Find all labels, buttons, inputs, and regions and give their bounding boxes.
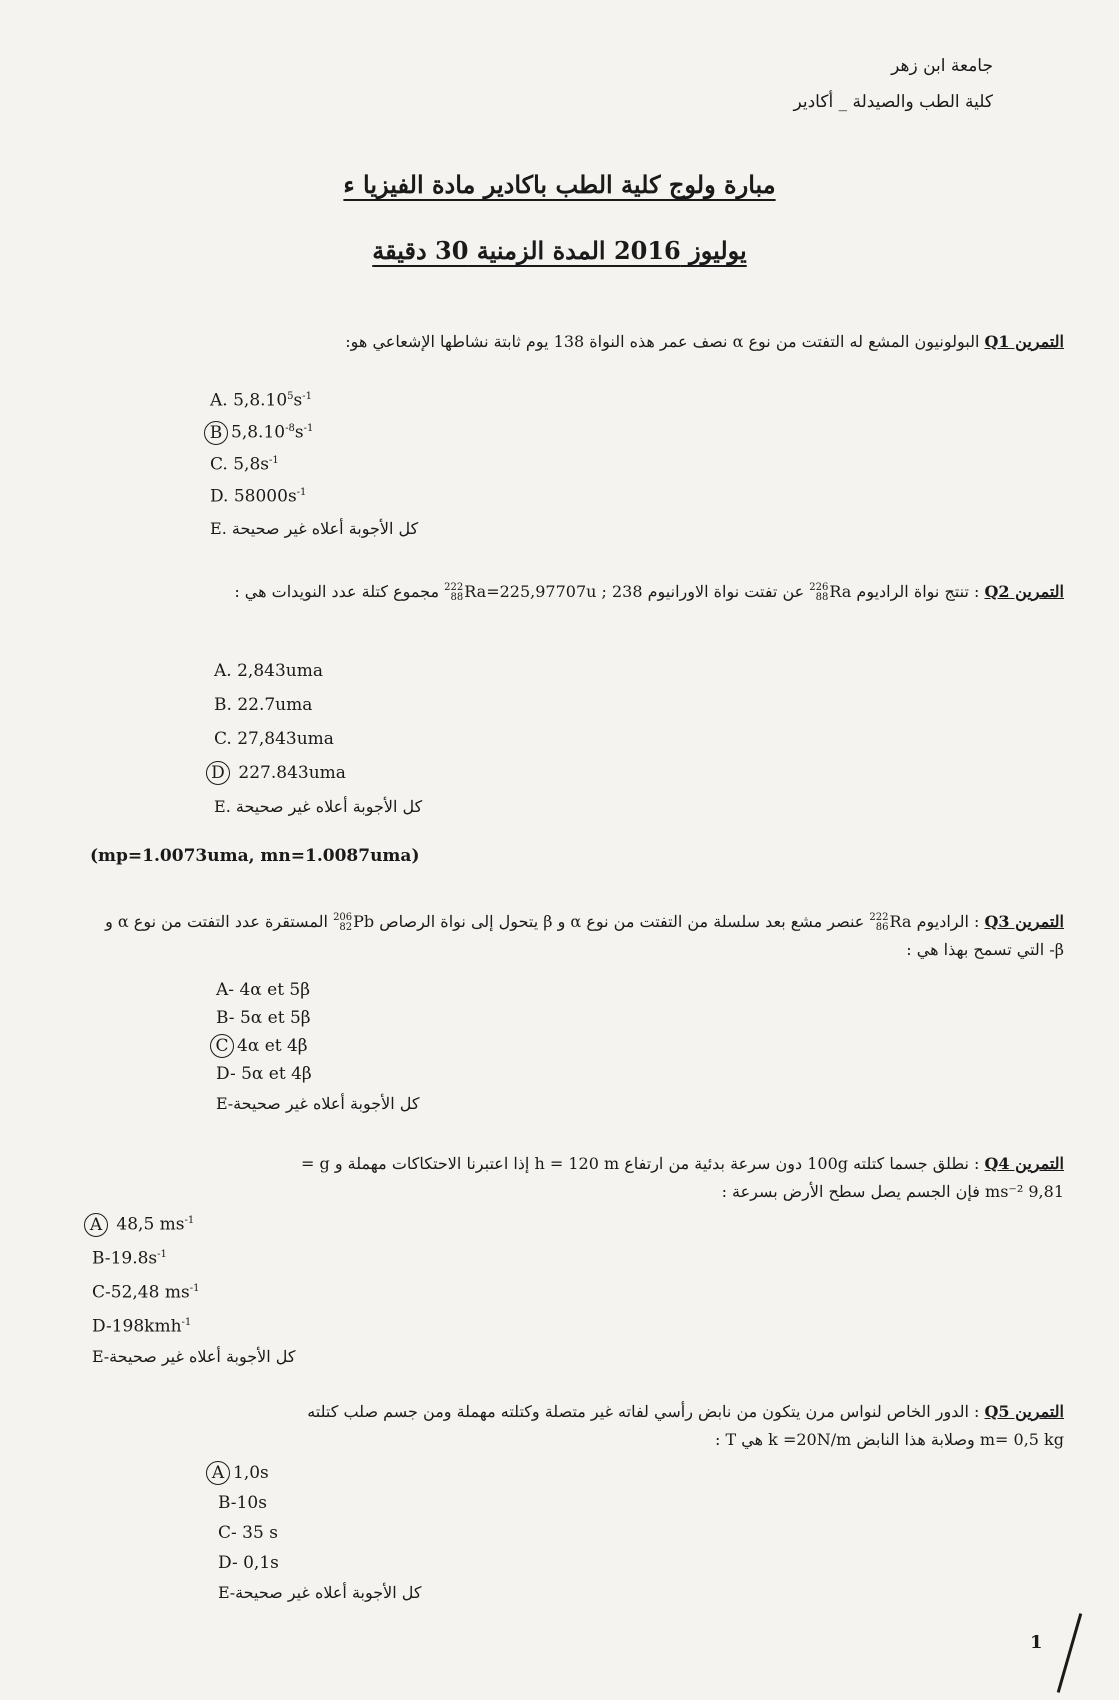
q3-option-d: D- 5α et 4β xyxy=(216,1064,312,1084)
q5-statement: التمرين Q5 : الدور الخاص لنواس مرن يتكون من نابض رأسي لفاته غير متصلة وكتلته مهملة ومن جسم صلب كتلته m= 0,5 kg وصلابة هذا النابض k =20N/m هي T : xyxy=(307,1402,1064,1449)
q5-option-b: B-10s xyxy=(218,1493,267,1513)
answer-circle: D xyxy=(206,761,230,785)
q4-option-c: C-52,48 $ms^{-1}$ xyxy=(92,1282,200,1303)
q4-label: التمرين Q4 xyxy=(984,1154,1064,1173)
q5-option-d: D- 0,1s xyxy=(218,1553,279,1573)
q1-option-d: D. $58000s^{-1}$ xyxy=(210,486,307,507)
q2-option-c: C. 27,843uma xyxy=(214,729,334,749)
q2-radium-226: 226 88Ra xyxy=(809,581,852,603)
q2-constants: (mp=1.0073uma, mn=1.0087uma) xyxy=(90,846,420,866)
q1-option-c: C. $5,8s^{-1}$ xyxy=(210,454,279,475)
q4-option-b: $B-19.8s^{-1}$ xyxy=(92,1248,167,1269)
q5-option-e: كل الأجوبة أعلاه غير صحيحة-E xyxy=(218,1583,422,1602)
pen-stroke-mark xyxy=(1057,1613,1082,1693)
answer-circle: A xyxy=(206,1461,230,1485)
q3-option-b: B- 5α et 5β xyxy=(216,1008,311,1028)
q2-option-d: D 227.843uma xyxy=(206,758,346,788)
answer-circle: C xyxy=(210,1034,234,1058)
q1-statement xyxy=(110,328,1064,356)
q1-option-a: A. $5,8.10^5s^{-1}$ xyxy=(210,390,313,411)
university-name: جامعة ابن زهر xyxy=(891,56,993,76)
q3-radium-222: 222 86Ra xyxy=(869,911,912,933)
q3-statement: التمرين Q3 : الراديوم 222 86Ra عنصر مشع بعد سلسلة من التفتت من نوع α و β يتحول إلى نواة الرصاص 206 82Pb المستقرة عدد التفتت من نوع α و β- التي تسمح بهذا هي : xyxy=(105,911,1064,959)
q3-label: التمرين Q3 xyxy=(984,912,1064,931)
q2-statement: التمرين Q2 : تنتج نواة الراديوم 226 88Ra عن تفتت نواة الاورانيوم 238 ; 222 88Ra=225,97707u مجموع كتلة عدد النويدات هي : xyxy=(234,581,1064,603)
q4-statement: التمرين Q4 : نطلق جسما كتلته 100g دون سرعة بدئية من ارتفاع h = 120 m إذا اعتبرنا الاحتكاكات مهملة و g = 9,81 ms⁻² فإن الجسم يصل سطح الأرض بسرعة : xyxy=(301,1154,1064,1201)
q2-option-e: كل الأجوبة أعلاه غير صحيحة .E xyxy=(214,797,423,816)
q5-option-c: C- 35 s xyxy=(218,1523,278,1543)
q2-label: التمرين Q2 xyxy=(984,582,1064,601)
faculty-name: كلية الطب والصيدلة _ أكادير xyxy=(793,92,993,112)
q4-option-a: A 48,5 $ms^{-1}$ xyxy=(84,1206,194,1240)
q4-option-d: D-198kmh$^{-1}$ xyxy=(92,1316,192,1337)
q4-option-e: كل الأجوبة أعلاه غير صحيحة-E xyxy=(92,1347,296,1366)
exam-subtitle: يوليوز 2016 المدة الزمنية 30 دقيقة xyxy=(372,236,747,265)
page-number: 1 xyxy=(1030,1632,1043,1653)
q1-text: البولونيون المشع له التفتت من نوع α نصف عمر هذه النواة 138 يوم ثابتة نشاطها الإشعاعي هو: xyxy=(345,332,980,351)
exam-title: مبارة ولوج كلية الطب باكادير مادة الفيزيا ء xyxy=(343,170,776,199)
q5-option-a: A 1,0s xyxy=(206,1458,269,1488)
q3-lead-206: 206 82Pb xyxy=(333,911,375,933)
answer-circle: A xyxy=(84,1213,108,1237)
q2-radium-222-mass: 222 88Ra=225,97707u xyxy=(444,581,597,603)
q3-option-a: A- 4α et 5β xyxy=(216,980,311,1000)
q3-option-e: كل الأجوبة أعلاه غير صحيحة-E xyxy=(216,1094,420,1113)
q3-option-c: C 4α et 4β xyxy=(210,1032,308,1060)
q2-option-a: A. 2,843uma xyxy=(214,661,323,681)
q1-label: التمرين Q1 xyxy=(984,332,1064,351)
q2-option-b: B. 22.7uma xyxy=(214,695,313,715)
q1-option-e: كل الأجوبة أعلاه غير صحيحة .E xyxy=(210,519,419,538)
q1-option-b: B $5,8.10^{-8}s^{-1}$ xyxy=(204,414,313,448)
answer-circle: B xyxy=(204,421,228,445)
q5-label: التمرين Q5 xyxy=(984,1402,1064,1421)
